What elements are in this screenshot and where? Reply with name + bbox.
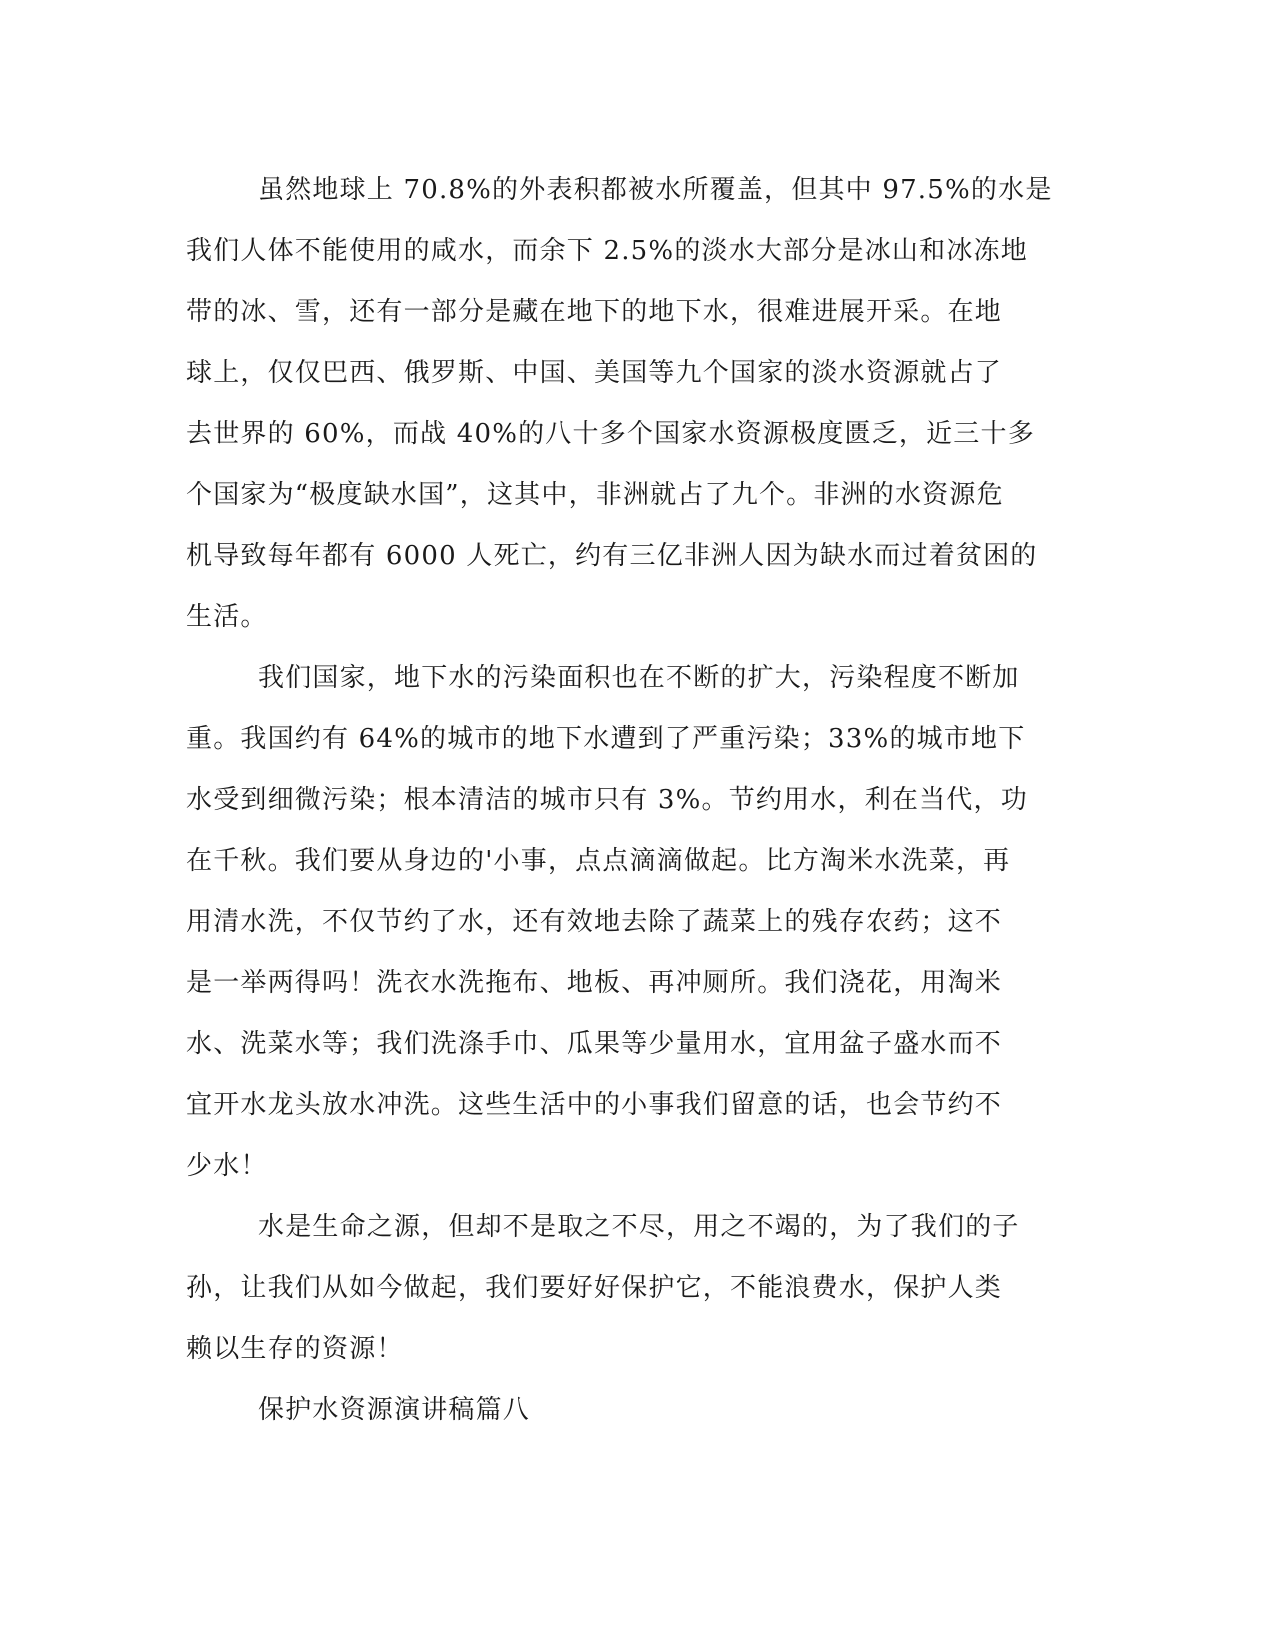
paragraph-line: 我们人体不能使用的咸水，而余下 2.5%的淡水大部分是冰山和冰冻地 [186, 236, 1028, 266]
paragraph-line: 宜开水龙头放水冲洗。这些生活中的小事我们留意的话，也会节约不 [186, 1090, 1003, 1120]
heading-line: 保护水资源演讲稿篇八 [258, 1395, 531, 1425]
paragraph-line: 水受到细微污染；根本清洁的城市只有 3%。节约用水，利在当代，功 [186, 785, 1028, 815]
section-heading [186, 1380, 1066, 1441]
paragraph-line: 水是生命之源，但却不是取之不尽，用之不竭的，为了我们的子 [258, 1212, 1020, 1242]
paragraph-3 [186, 1197, 1066, 1380]
paragraph-2 [186, 648, 1066, 1197]
paragraph-line: 带的冰、雪，还有一部分是藏在地下的地下水，很难进展开采。在地 [186, 297, 1003, 327]
paragraph-line: 球上，仅仅巴西、俄罗斯、中国、美国等九个国家的淡水资源就占了 [186, 358, 1003, 388]
paragraph-line: 个国家为“极度缺水国”，这其中，非洲就占了九个。非洲的水资源危 [186, 480, 1004, 510]
paragraph-line: 是一举两得吗！洗衣水洗拖布、地板、再冲厕所。我们浇花，用淘米 [186, 968, 1003, 998]
paragraph-line: 在千秋。我们要从身边的'小事，点点滴滴做起。比方淘米水洗菜，再 [186, 846, 1011, 876]
paragraph-line: 重。我国约有 64%的城市的地下水遭到了严重污染；33%的城市地下 [186, 724, 1026, 754]
paragraph-line: 去世界的 60%，而战 40%的八十多个国家水资源极度匮乏，近三十多 [186, 419, 1035, 449]
paragraph-line: 生活。 [186, 602, 268, 632]
paragraph-line: 少水！ [186, 1151, 268, 1181]
paragraph-line: 机导致每年都有 6000 人死亡，约有三亿非洲人因为缺水而过着贫困的 [186, 541, 1038, 571]
paragraph-line: 水、洗菜水等；我们洗涤手巾、瓜果等少量用水，宜用盆子盛水而不 [186, 1029, 1003, 1059]
document-body [186, 160, 1066, 1441]
paragraph-line: 用清水洗，不仅节约了水，还有效地去除了蔬菜上的残存农药；这不 [186, 907, 1003, 937]
paragraph-line: 我们国家，地下水的污染面积也在不断的扩大，污染程度不断加 [258, 663, 1020, 693]
paragraph-line: 孙，让我们从如今做起，我们要好好保护它，不能浪费水，保护人类 [186, 1273, 1003, 1303]
paragraph-1 [186, 160, 1066, 648]
paragraph-line: 虽然地球上 70.8%的外表积都被水所覆盖，但其中 97.5%的水是 [258, 175, 1053, 205]
paragraph-line: 赖以生存的资源！ [186, 1334, 404, 1364]
